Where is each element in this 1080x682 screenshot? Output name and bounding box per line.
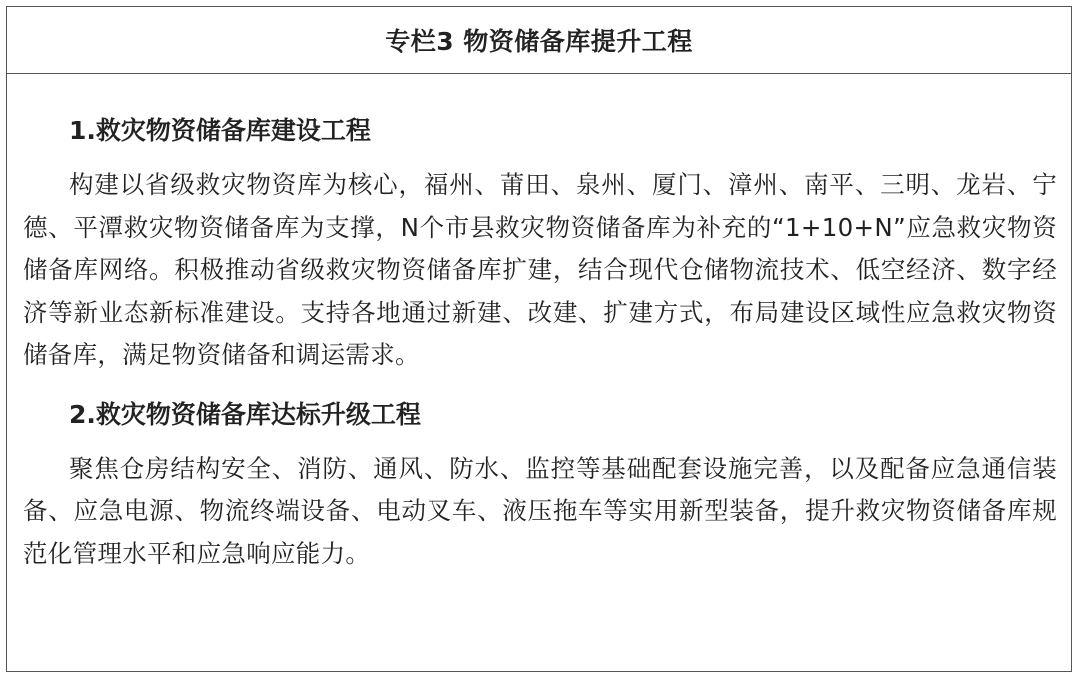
section-paragraph-1: 构建以省级救灾物资库为核心，福州、莆田、泉州、厦门、漳州、南平、三明、龙岩、宁德、平潭救灾物资储备库为支撑，N个市县救灾物资储备库为补充的“1+10+N”应急救灾物资储备库网络。积极推动省级救灾物资储备库扩建，结合现代仓储物流技术、低空经济、数字经济等新业态新标准建设。支持各地通过新建、改建、扩建方式，布局建设区域性应急救灾物资储备库，满足物资储备和调运需求。 [23,170,1057,369]
section-heading-1: 1.救灾物资储备库建设工程 [69,116,371,145]
section-paragraph-2: 聚焦仓房结构安全、消防、通风、防水、监控等基础配套设施完善，以及配备应急通信装备、应急电源、物流终端设备、电动叉车、液压拖车等实用新型装备，提升救灾物资储备库规范化管理水平和应急响应能力。 [23,453,1057,568]
column-box [6,6,1072,672]
box-title: 专栏3 物资储备库提升工程 [385,27,693,56]
box-header [7,7,1071,74]
section-heading-2: 2.救灾物资储备库达标升级工程 [69,399,421,429]
box-body [7,111,1071,575]
